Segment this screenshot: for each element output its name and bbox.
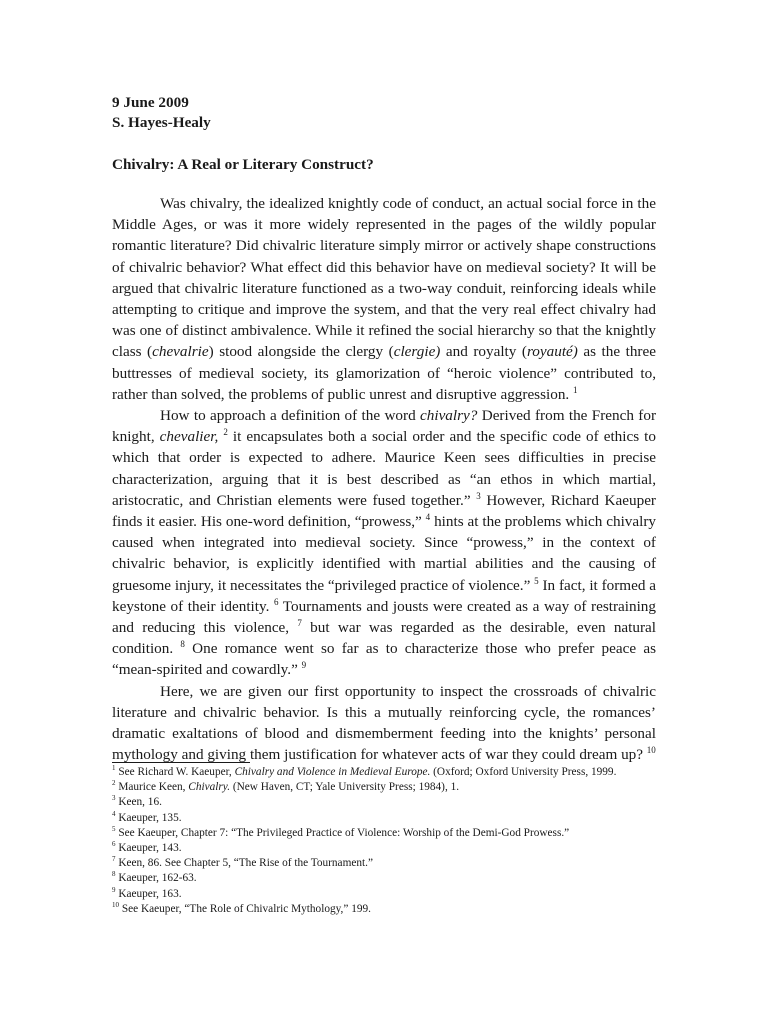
footnote-ref: 5 bbox=[534, 575, 539, 586]
footnote-ref: 7 bbox=[297, 618, 302, 628]
footnote-ref: 4 bbox=[425, 511, 431, 522]
text-run: as the three buttresses of medieval society, its glamorization of “heroic violence” contributed to, rather than solved, the problems of public unrest and disruptive aggression. bbox=[112, 343, 656, 403]
text-run: In fact, it formed a keystone of their identity. bbox=[112, 576, 656, 615]
footnote-ref: 1 bbox=[112, 764, 116, 773]
italic-run: Chivalry and Violence in Medieval Europe. bbox=[234, 766, 431, 778]
footnote-ref: 4 bbox=[112, 809, 116, 818]
footnote-ref: 10 bbox=[646, 745, 656, 756]
text-run: and royalty ( bbox=[440, 343, 527, 361]
document-title: Chivalry: A Real or Literary Construct? bbox=[112, 156, 374, 173]
italic-run: clergie) bbox=[393, 343, 441, 361]
document-author: S. Hayes-Healy bbox=[112, 114, 211, 131]
text-run: See Richard W. Kaeuper, bbox=[115, 766, 235, 778]
footnote-ref: 2 bbox=[112, 779, 116, 788]
text-run: Derived from the French for knight, bbox=[112, 407, 656, 446]
paragraph-1 bbox=[112, 193, 656, 405]
text-run: Kaeuper, 135. bbox=[115, 811, 182, 824]
italic-run: chevalrie bbox=[152, 343, 209, 361]
footnote-ref: 9 bbox=[112, 885, 116, 894]
text-run: Was chivalry, the idealized knightly code of conduct, an actual social force in the Middle Ages, or was it more widely represented in the pages of the wildly popular romantic literature? Did chivalric literature simply mirror or actively shape constructions of chivalric behavior? What effect did this behavior have on medieval society? It will be argued that chivalric literature functioned as a two-way conduit, reinforcing ideals while attempting to critique and improve the system, and that the very real effect chivalry had was one of distinct ambivalence. While it refined the social hierarchy so that the knightly class ( bbox=[112, 195, 656, 361]
paragraph-2 bbox=[112, 405, 656, 681]
text-run: Here, we are given our first opportunity to inspect the crossroads of chivalric literature and chivalric behavior. Is this a mutually reinforcing cycle, the romances’ dramatic exaltations of blood and dismemberment feeding into the knights’ personal mythology and giving them justification for whatever acts of war they could dream up? bbox=[112, 682, 656, 764]
italic-run: chevalier, bbox=[159, 428, 219, 446]
text-run: See Kaeuper, Chapter 7: “The Privileged Practice of Violence: Worship of the Demi-God Prowess.” bbox=[115, 826, 570, 839]
text-run: Kaeuper, 163. bbox=[115, 887, 182, 900]
text-run: However, Richard Kaeuper finds it easier. His one-word definition, “prowess,” bbox=[112, 491, 656, 531]
text-run: Tournaments and jousts were created as a way of restraining and reducing this violence, bbox=[112, 597, 656, 637]
text-run: (Oxford; Oxford University Press, 1999. bbox=[430, 766, 617, 778]
footnote-10 bbox=[112, 902, 652, 917]
footnote-4 bbox=[112, 811, 652, 826]
footnote-ref: 10 bbox=[112, 901, 119, 910]
italic-run: chivalry? bbox=[420, 407, 478, 425]
text-run: it encapsulates both a social order and the specific code of ethics to which that order is expected to adhere. Maurice Keen sees difficulties in precise characterization, arguing that it is best described as “an ethos in which martial, aristocratic, and Christian elements were fused together.” bbox=[112, 428, 656, 509]
footnote-5 bbox=[112, 826, 652, 841]
italic-run: Chivalry. bbox=[188, 781, 231, 794]
footnote-8 bbox=[112, 871, 652, 886]
footnote-7 bbox=[112, 856, 652, 871]
document-date: 9 June 2009 bbox=[112, 94, 189, 111]
footnote-2 bbox=[112, 780, 652, 795]
footnote-ref: 7 bbox=[112, 855, 116, 864]
footnote-ref: 3 bbox=[476, 490, 481, 501]
footnotes bbox=[112, 765, 652, 917]
footnote-3 bbox=[112, 795, 652, 810]
text-run: but war was regarded as the desirable, even natural condition. bbox=[112, 619, 656, 658]
text-run: ) stood alongside the clergy ( bbox=[208, 343, 394, 361]
text-run: Keen, 86. See Chapter 5, “The Rise of the Tournament.” bbox=[115, 857, 373, 870]
footnote-ref: 6 bbox=[273, 596, 279, 607]
text-run: Kaeuper, 143. bbox=[115, 842, 182, 855]
footnote-ref: 3 bbox=[112, 794, 116, 803]
text-run: hints at the problems which chivalry caused when integrated into medieval society. Since “prowess,” in the context of chivalric behavior, is explicitly identified with martial abilities and the causing of gruesome injury, it necessitates the “privileged practice of violence.” bbox=[112, 513, 657, 594]
paragraph-3 bbox=[112, 681, 656, 766]
footnote-divider bbox=[112, 762, 250, 763]
italic-run: royauté) bbox=[526, 343, 578, 361]
footnote-ref: 1 bbox=[573, 384, 578, 395]
text-run: Kaeuper, 162-63. bbox=[115, 872, 197, 885]
text-run: See Kaeuper, “The Role of Chivalric Mythology,” 199. bbox=[119, 902, 371, 915]
footnote-9 bbox=[112, 887, 652, 902]
text-run: Maurice Keen, bbox=[115, 781, 189, 794]
footnote-ref: 5 bbox=[112, 825, 116, 834]
footnote-ref: 9 bbox=[301, 660, 307, 671]
footnote-ref: 8 bbox=[112, 870, 116, 879]
text-run: Keen, 16. bbox=[115, 796, 162, 809]
footnote-6 bbox=[112, 841, 652, 856]
document-header bbox=[112, 93, 211, 133]
footnote-ref: 2 bbox=[223, 427, 228, 438]
text-run: How to approach a definition of the word bbox=[160, 407, 421, 425]
text-run: (New Haven, CT; Yale University Press; 1984), 1. bbox=[230, 781, 460, 794]
body-text bbox=[112, 193, 656, 765]
footnote-ref: 8 bbox=[180, 639, 185, 650]
footnote-ref: 6 bbox=[112, 840, 116, 849]
text-run: One romance went so far as to characterize those who prefer peace as “mean-spirited and cowardly.” bbox=[112, 640, 657, 679]
footnote-1 bbox=[112, 765, 652, 780]
